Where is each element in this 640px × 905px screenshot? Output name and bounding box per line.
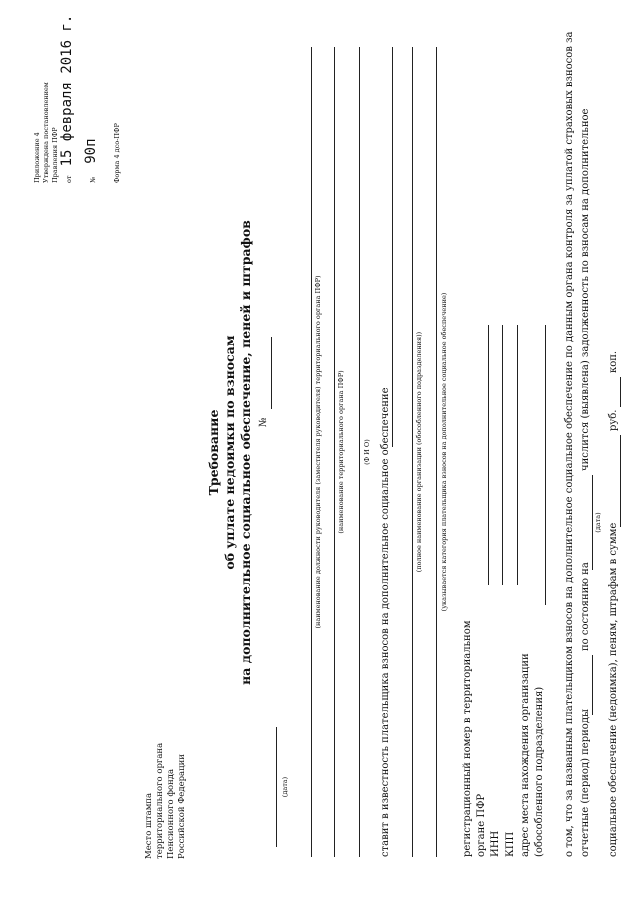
date-caption: (дата) [281,776,289,798]
appendix-line-3: Правления ПФР [51,127,59,183]
approval-number-prefix: № [89,176,97,183]
approval-number-value: 90п [83,138,99,164]
org-name-caption: (полное наименование организации (обособленного подразделения)) [415,331,423,573]
appendix-line-2: Утверждена постановлением [42,82,50,183]
as-of-date-caption: (дата) [594,512,602,533]
stamp-line-2: территориального органа [155,742,165,859]
head-position-caption: (наименование должности руководителя (заместителя руководителя) территориального органа ПФР) [314,275,322,629]
inn-label: ИНН [490,830,501,857]
reg-number-label-1: регистрационный номер в территориальном [462,620,473,857]
para1-line-2c: числится (выявлена) задолженность по взносам на дополнительное [580,108,591,471]
head-position-field[interactable] [311,47,312,857]
kpp-label: КПП [505,831,516,857]
reg-number-field[interactable] [488,325,489,585]
fio-caption: (Ф И О) [363,439,371,465]
para1-line-2b: по состоянию на [580,562,591,651]
approval-date [56,15,75,183]
stamp-line-3: Пенсионного фонда [166,768,176,859]
payer-category-caption: (указывается категория плательщика взносов на дополнительное социальное обеспечение) [440,292,448,612]
para1-line-1: о том, что за названным плательщиком взносов на дополнительное социальное обеспечение по данным органа контроля за уплатой страховых взносов за [564,31,575,857]
stamp-line-4: Российской Федерации [177,754,187,859]
pfr-name-caption: (наименование территориального органа ПФР) [337,370,345,534]
para1-line-3b: руб. [608,409,619,431]
as-of-date-field[interactable] [592,475,593,570]
request-number-sign: № [258,417,269,427]
appendix-line-1: Приложение 4 [33,132,41,183]
date-field[interactable] [276,727,277,847]
amount-kop-field[interactable] [620,377,621,407]
address-label-2: (обособленного подразделения) [534,686,545,857]
org-name-field[interactable] [412,47,413,857]
title-line-2: об уплате недоимки по взносам [222,335,237,570]
address-label-1: адрес места нахождения организации [520,653,531,857]
notify-field[interactable] [392,47,393,447]
pfr-name-field[interactable] [334,47,335,857]
stamp-line-1: Место штампа [144,792,154,859]
form-code: Форма 4 дсо-ПФР [113,123,121,183]
notify-text: ставит в известность плательщика взносов на дополнительное социальное обеспечение [380,387,391,857]
inn-field[interactable] [502,325,503,585]
fio-field[interactable] [359,47,360,857]
kpp-field[interactable] [517,325,518,585]
title-line-1: Требование [206,409,221,496]
address-field[interactable] [545,325,546,605]
title-line-3: на дополнительное социальное обеспечение, пеней и штрафов [238,220,253,685]
para1-line-3a: социальное обеспечение (недоимка), пеням, штрафам в сумме [608,522,619,857]
para1-line-2a: отчетные (период) периоды [580,709,591,857]
amount-rub-field[interactable] [620,435,621,527]
reporting-period-field[interactable] [592,655,593,715]
payer-category-field[interactable] [436,47,437,857]
approval-date-prefix: от [65,175,73,183]
approval-date-value: 15 февраля 2016 г. [59,14,75,167]
request-number-field[interactable] [271,337,272,409]
reg-number-label-2: органе ПФР [476,793,487,857]
para1-line-3c: коп. [608,350,619,373]
approval-number [80,138,99,183]
